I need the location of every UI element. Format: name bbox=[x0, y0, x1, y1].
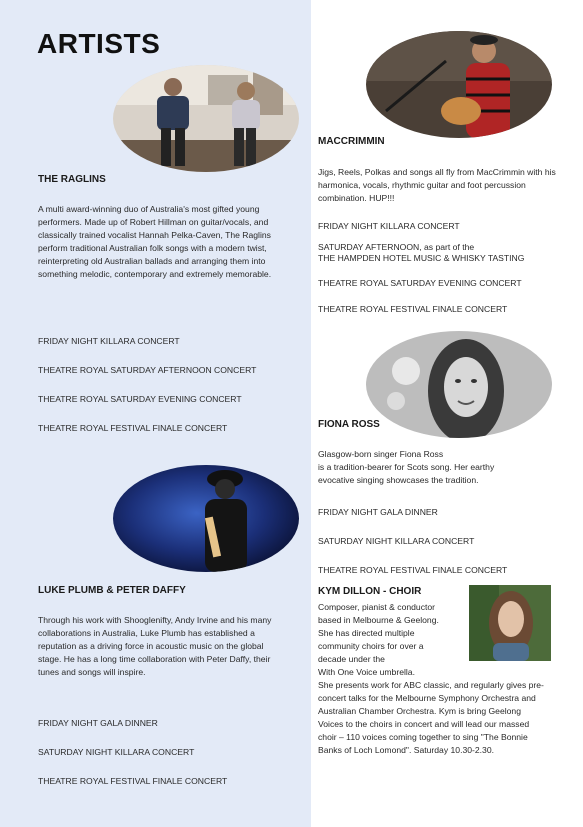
luke-plumb-photo bbox=[113, 465, 299, 572]
event-item: SATURDAY AFTERNOON, as part of the bbox=[318, 242, 475, 252]
event-item: FRIDAY NIGHT KILLARA CONCERT bbox=[38, 336, 180, 346]
bio-line: With One Voice umbrella. bbox=[318, 667, 415, 677]
artist-name-maccrimmin: MACCRIMMIN bbox=[318, 136, 385, 147]
event-item: THEATRE ROYAL SATURDAY AFTERNOON CONCERT bbox=[38, 365, 257, 375]
event-item: FRIDAY NIGHT GALA DINNER bbox=[38, 718, 158, 728]
event-item: THE HAMPDEN HOTEL MUSIC & WHISKY TASTING bbox=[318, 253, 525, 263]
bio-line: decade under the bbox=[318, 654, 385, 664]
event-item: SATURDAY NIGHT KILLARA CONCERT bbox=[318, 536, 475, 546]
artist-bio-luke-plumb: Through his work with Shooglenifty, Andy Irvine and his many collaborations in Australia, Luke Plumb has established a reputation as a driving force in acoustic music on the global stage. He has a long time collaboration with Peter Daffy, their tunes and songs will inspire. bbox=[38, 615, 272, 677]
bio-line: evocative singing showcases the tradition. bbox=[318, 475, 479, 485]
artist-name-kym-dillon: KYM DILLON - CHOIR bbox=[318, 586, 422, 597]
event-item: THEATRE ROYAL SATURDAY EVENING CONCERT bbox=[38, 394, 242, 404]
event-item: THEATRE ROYAL FESTIVAL FINALE CONCERT bbox=[318, 565, 508, 575]
artist-bio-maccrimmin: Jigs, Reels, Polkas and songs all fly from MacCrimmin with his harmonica, vocals, rhythmic guitar and foot percussion combination. HUP!!! bbox=[318, 167, 556, 203]
event-item: FRIDAY NIGHT GALA DINNER bbox=[318, 507, 438, 517]
artist-bio-raglins: A multi award-winning duo of Australia's most gifted young performers. Made up of Robert Hillman on guitar/vocals, and classically trained vocalist Hannah Pelka-Caven, The Raglins perform traditional Australian folk songs with a modern twist, reinterpreting old Australian ballads and arranging them into something melodic, contemporary and extremely memorable. bbox=[38, 204, 272, 279]
event-item: SATURDAY NIGHT KILLARA CONCERT bbox=[38, 747, 195, 757]
bio-line: is a tradition-bearer for Scots song. Her earthy bbox=[318, 462, 495, 472]
fiona-ross-photo bbox=[366, 331, 552, 438]
kym-dillon-photo bbox=[469, 585, 551, 661]
page-title: ARTISTS bbox=[37, 28, 161, 59]
event-item: THEATRE ROYAL FESTIVAL FINALE CONCERT bbox=[38, 776, 228, 786]
maccrimmin-photo bbox=[366, 31, 552, 138]
event-item: THEATRE ROYAL SATURDAY EVENING CONCERT bbox=[318, 278, 522, 288]
event-item: THEATRE ROYAL FESTIVAL FINALE CONCERT bbox=[318, 304, 508, 314]
event-list-maccrimmin bbox=[318, 221, 524, 315]
bio-line: based in Melbourne & Geelong. bbox=[318, 615, 439, 625]
artist-bio-kym-dillon bbox=[318, 601, 466, 679]
artist-bio-fiona-ross bbox=[318, 448, 558, 487]
event-list-luke-plumb bbox=[38, 718, 227, 787]
event-list-raglins bbox=[38, 336, 256, 434]
event-item: FRIDAY NIGHT KILLARA CONCERT bbox=[318, 221, 460, 231]
raglins-photo bbox=[113, 65, 299, 172]
artist-bio-kym-dillon-continued: She presents work for ABC classic, and regularly gives pre-concert talks for the Melbourne Symphony Orchestra and Australian Chamber Orchestra. Kym is bring Geelong Voices to the choirs in concert and will lead our massed choir – 110 voices coming together to sing "The Bonnie Banks of Loch Lomond". Saturday 10.30-2.30. bbox=[318, 680, 544, 755]
artist-name-raglins: THE RAGLINS bbox=[38, 174, 106, 185]
bio-line: Glasgow-born singer Fiona Ross bbox=[318, 449, 444, 459]
event-list-fiona-ross bbox=[318, 507, 507, 576]
bio-line: Composer, pianist & conductor bbox=[318, 602, 436, 612]
bio-line: She has directed multiple bbox=[318, 628, 415, 638]
event-item: THEATRE ROYAL FESTIVAL FINALE CONCERT bbox=[38, 423, 228, 433]
artist-name-luke-plumb: LUKE PLUMB & PETER DAFFY bbox=[38, 585, 186, 596]
artist-name-fiona-ross: FIONA ROSS bbox=[318, 419, 380, 430]
bio-line: community choirs for over a bbox=[318, 641, 424, 651]
